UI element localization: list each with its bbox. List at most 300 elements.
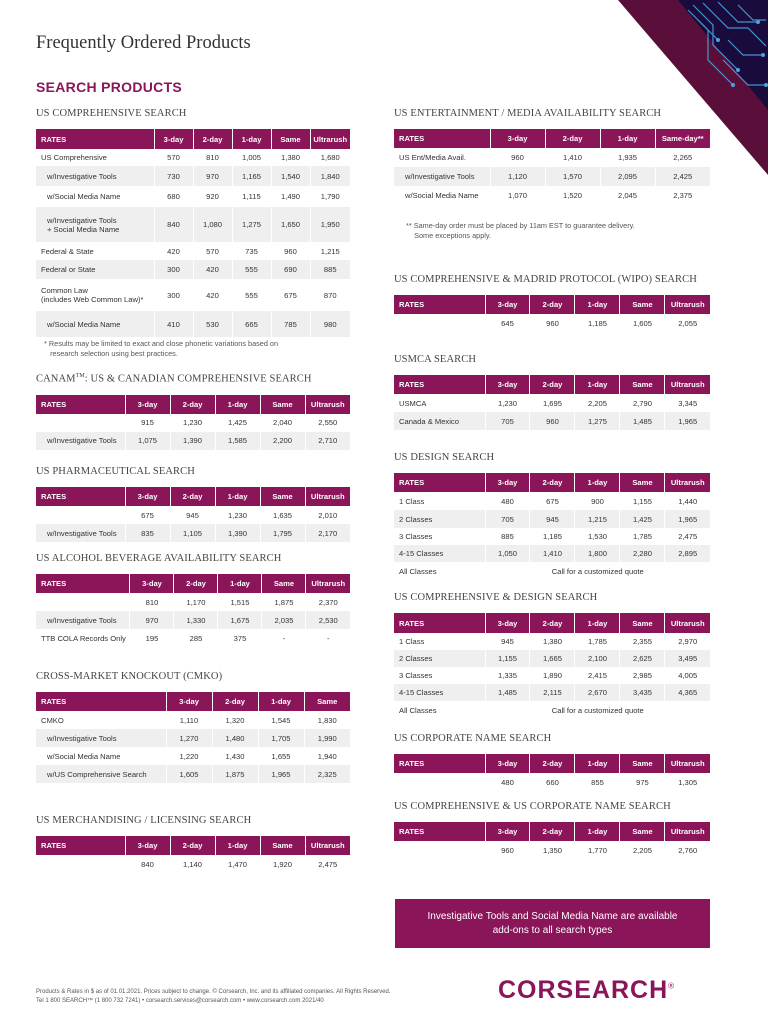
rates-table	[36, 836, 350, 874]
table-row	[36, 414, 350, 432]
speed-header: Same	[260, 487, 305, 506]
price-cell: 1,155	[485, 650, 530, 667]
speed-header: 3-day	[154, 129, 193, 149]
price-cell: 480	[485, 492, 530, 510]
table-row	[36, 747, 350, 765]
entertainment-media-search	[394, 108, 710, 205]
price-cell: 1,330	[174, 611, 218, 629]
speed-header: 3-day	[485, 375, 530, 394]
price-cell: 1,485	[485, 684, 530, 701]
table-row	[394, 684, 710, 701]
speed-header: 2-day	[530, 295, 575, 314]
price-cell: 960	[485, 841, 530, 860]
table-row	[394, 701, 710, 719]
price-cell: 4,005	[665, 667, 710, 684]
table-row	[394, 650, 710, 667]
speed-header: 2-day	[170, 836, 215, 855]
price-cell: 1,875	[262, 593, 306, 611]
table-header-row	[36, 129, 350, 149]
price-cell: 1,275	[232, 207, 271, 242]
price-cell: 2,790	[620, 394, 665, 412]
table-title: US COMPREHENSIVE SEARCH	[36, 108, 187, 119]
price-cell: 810	[130, 593, 174, 611]
price-cell: 855	[575, 773, 620, 792]
madrid-protocol-search	[394, 274, 710, 332]
table-header-row	[36, 574, 350, 593]
rates-header: RATES	[36, 129, 154, 149]
table-row	[36, 149, 350, 166]
rates-header: RATES	[36, 836, 125, 855]
table-title: US ENTERTAINMENT / MEDIA AVAILABILITY SEARCH	[394, 108, 662, 119]
price-cell: 1,165	[232, 166, 271, 186]
table-row	[36, 260, 350, 279]
price-cell: 1,380	[271, 149, 310, 166]
price-cell: 970	[130, 611, 174, 629]
rates-header: RATES	[394, 375, 485, 394]
price-cell: 1,800	[575, 545, 620, 562]
price-cell: 2,985	[620, 667, 665, 684]
price-cell: 2,475	[305, 855, 350, 874]
speed-header: 2-day	[170, 487, 215, 506]
price-cell: 1,350	[530, 841, 575, 860]
price-cell: 705	[485, 510, 530, 528]
rates-table	[394, 613, 710, 719]
price-cell: 2,625	[620, 650, 665, 667]
speed-header: 1-day	[575, 375, 620, 394]
us-design-search	[394, 452, 710, 580]
table-row	[36, 166, 350, 186]
price-cell: 1,215	[575, 510, 620, 528]
price-cell: 840	[125, 855, 170, 874]
price-cell: 980	[310, 311, 350, 337]
price-cell: 300	[154, 279, 193, 311]
price-cell: 1,605	[166, 765, 212, 783]
speed-header: 1-day	[575, 613, 620, 633]
price-cell: 840	[154, 207, 193, 242]
price-cell: 1,585	[215, 432, 260, 450]
speed-header: 3-day	[166, 692, 212, 711]
speed-header: Same	[271, 129, 310, 149]
price-cell: 1,875	[212, 765, 258, 783]
speed-header: 1-day	[258, 692, 304, 711]
price-cell: 975	[620, 773, 665, 792]
row-label	[36, 506, 125, 524]
price-cell: 885	[310, 260, 350, 279]
row-label	[394, 773, 485, 792]
row-label: w/Investigative Tools	[394, 167, 490, 186]
price-cell: 2,550	[305, 414, 350, 432]
speed-header: Same	[620, 295, 665, 314]
speed-header: Ultrarush	[665, 613, 710, 633]
rates-header: RATES	[36, 395, 125, 414]
speed-header: 1-day	[215, 395, 260, 414]
speed-header: 1-day	[575, 295, 620, 314]
price-cell: 2,475	[665, 528, 710, 545]
rates-header: RATES	[394, 129, 490, 148]
price-cell: 1,520	[545, 186, 600, 205]
price-cell: 1,320	[212, 711, 258, 729]
rates-table	[36, 129, 350, 337]
speed-header: 1-day	[600, 129, 655, 148]
price-cell: 555	[232, 279, 271, 311]
table-title: US COMPREHENSIVE & US CORPORATE NAME SEARCH	[394, 801, 671, 812]
corporate-name-search	[394, 733, 710, 792]
table-row	[36, 207, 350, 242]
price-cell: 1,220	[166, 747, 212, 765]
rates-table	[36, 574, 350, 647]
speed-header: Same	[260, 395, 305, 414]
table-header-row	[394, 613, 710, 633]
price-cell: 1,410	[545, 148, 600, 167]
price-cell: 2,040	[260, 414, 305, 432]
rates-header: RATES	[36, 692, 166, 711]
price-cell: 2,265	[655, 148, 710, 167]
price-cell: 1,270	[166, 729, 212, 747]
row-label	[36, 414, 125, 432]
table-title: US ALCOHOL BEVERAGE AVAILABILITY SEARCH	[36, 553, 282, 564]
speed-header: 2-day	[174, 574, 218, 593]
price-cell: 2,100	[575, 650, 620, 667]
speed-header: Same	[620, 375, 665, 394]
rates-table	[394, 375, 710, 430]
price-cell: 420	[193, 260, 232, 279]
price-cell: 1,680	[310, 149, 350, 166]
quote-message: Call for a customized quote	[485, 701, 710, 719]
price-cell: 1,155	[620, 492, 665, 510]
price-cell: 1,230	[170, 414, 215, 432]
price-cell: 885	[485, 528, 530, 545]
speed-header: 1-day	[575, 822, 620, 841]
table-row	[394, 562, 710, 580]
price-cell: 1,665	[530, 650, 575, 667]
price-cell: 1,110	[166, 711, 212, 729]
price-cell: 2,045	[600, 186, 655, 205]
price-cell: 375	[218, 629, 262, 647]
table-row	[36, 711, 350, 729]
table-header-row	[394, 295, 710, 314]
price-cell: 2,355	[620, 633, 665, 650]
price-cell: 195	[130, 629, 174, 647]
corsearch-logo: CORSEARCH®	[498, 976, 676, 1004]
speed-header: 1-day	[218, 574, 262, 593]
speed-header: Ultrarush	[665, 754, 710, 773]
price-cell: 675	[530, 492, 575, 510]
merchandising-search	[36, 815, 350, 874]
price-cell: 1,230	[215, 506, 260, 524]
price-cell: 1,830	[304, 711, 350, 729]
rates-table	[394, 754, 710, 792]
speed-header: Same	[620, 754, 665, 773]
table-title: US DESIGN SEARCH	[394, 452, 495, 463]
speed-header: 3-day	[485, 295, 530, 314]
price-cell: 705	[485, 412, 530, 430]
table-header-row	[36, 692, 350, 711]
price-cell: 1,785	[575, 633, 620, 650]
price-cell: 1,170	[174, 593, 218, 611]
speed-header: 2-day	[193, 129, 232, 149]
price-cell: 645	[485, 314, 530, 332]
price-cell: 1,540	[271, 166, 310, 186]
rates-header: RATES	[394, 613, 485, 633]
table-header-row	[394, 473, 710, 492]
cmko-search	[36, 671, 350, 783]
price-cell: 570	[193, 242, 232, 260]
speed-header: Ultrarush	[305, 487, 350, 506]
table-title: US COMPREHENSIVE & DESIGN SEARCH	[394, 592, 598, 603]
speed-header: Same	[260, 836, 305, 855]
price-cell: 900	[575, 492, 620, 510]
table-row	[36, 186, 350, 207]
price-cell: 960	[490, 148, 545, 167]
speed-header: 2-day	[530, 473, 575, 492]
price-cell: 1,785	[620, 528, 665, 545]
price-cell: 2,370	[306, 593, 350, 611]
price-cell: 945	[485, 633, 530, 650]
price-cell: 2,280	[620, 545, 665, 562]
rates-table	[394, 295, 710, 332]
price-cell: 4,365	[665, 684, 710, 701]
table-row	[36, 432, 350, 450]
price-cell: 3,495	[665, 650, 710, 667]
price-cell: 1,380	[530, 633, 575, 650]
table-header-row	[394, 375, 710, 394]
section-heading: SEARCH PRODUCTS	[36, 79, 183, 95]
price-cell: 300	[154, 260, 193, 279]
row-label: All Classes	[399, 705, 437, 715]
price-cell: 480	[485, 773, 530, 792]
table-row	[394, 412, 710, 430]
speed-header: Ultrarush	[665, 295, 710, 314]
price-cell: 1,005	[232, 149, 271, 166]
row-label: 1 Class	[399, 496, 425, 506]
price-cell: 2,895	[665, 545, 710, 562]
price-cell: 675	[125, 506, 170, 524]
price-cell: 1,655	[258, 747, 304, 765]
banner-line: Investigative Tools and Social Media Name are available	[427, 910, 678, 922]
price-cell: 1,650	[271, 207, 310, 242]
table-header-row	[394, 754, 710, 773]
price-cell: 1,390	[170, 432, 215, 450]
price-cell: 665	[232, 311, 271, 337]
price-cell: 1,705	[258, 729, 304, 747]
table-row	[394, 545, 710, 562]
rates-table	[36, 395, 350, 450]
price-cell: 555	[232, 260, 271, 279]
price-cell: 1,940	[304, 747, 350, 765]
banner-line: add-ons to all search types	[492, 924, 613, 936]
price-cell: 1,080	[193, 207, 232, 242]
table-title: US CORPORATE NAME SEARCH	[394, 733, 552, 744]
price-cell: 1,965	[665, 510, 710, 528]
alcohol-beverage-search	[36, 553, 350, 647]
table-title: USMCA SEARCH	[394, 354, 477, 365]
price-cell: 2,415	[575, 667, 620, 684]
row-label: w/Investigative Tools	[36, 611, 130, 629]
price-cell: 915	[125, 414, 170, 432]
speed-header: 3-day	[485, 754, 530, 773]
row-label	[394, 314, 485, 332]
price-cell: 1,485	[620, 412, 665, 430]
price-cell: 1,965	[258, 765, 304, 783]
price-cell: 2,095	[600, 167, 655, 186]
speed-header: 3-day	[130, 574, 174, 593]
rates-header: RATES	[394, 295, 485, 314]
price-cell: 2,710	[305, 432, 350, 450]
price-cell: 835	[125, 524, 170, 542]
price-cell: 1,795	[260, 524, 305, 542]
speed-header: Ultrarush	[665, 473, 710, 492]
speed-header: 3-day	[125, 836, 170, 855]
price-cell: 1,075	[125, 432, 170, 450]
price-cell: 2,115	[530, 684, 575, 701]
price-cell: 1,120	[490, 167, 545, 186]
speed-header: 1-day	[232, 129, 271, 149]
speed-header: Same	[620, 473, 665, 492]
price-cell: 2,530	[306, 611, 350, 629]
table-row	[394, 667, 710, 684]
price-cell: 1,605	[620, 314, 665, 332]
row-label: US Comprehensive	[41, 153, 107, 162]
price-cell: 1,920	[260, 855, 305, 874]
speed-header: 2-day	[212, 692, 258, 711]
price-cell: 945	[530, 510, 575, 528]
price-cell: 2,760	[665, 841, 710, 860]
price-cell: 2,425	[655, 167, 710, 186]
table-row	[394, 773, 710, 792]
price-cell: 945	[170, 506, 215, 524]
row-label: 4-15 Classes	[394, 684, 485, 701]
table-header-row	[394, 822, 710, 841]
row-label: 2 Classes	[394, 510, 485, 528]
price-cell: 1,215	[310, 242, 350, 260]
price-cell: 2,670	[575, 684, 620, 701]
price-cell: 960	[271, 242, 310, 260]
row-label: w/Investigative Tools	[36, 432, 125, 450]
price-cell: 1,305	[665, 773, 710, 792]
row-label: Federal & State	[41, 246, 94, 256]
rates-table	[394, 129, 710, 205]
price-cell: 530	[193, 311, 232, 337]
table-row	[394, 633, 710, 650]
price-cell: 735	[232, 242, 271, 260]
speed-header: 1-day	[215, 487, 260, 506]
row-label: w/Investigative Tools	[36, 166, 154, 186]
price-cell: 1,990	[304, 729, 350, 747]
us-comprehensive-search	[36, 108, 350, 337]
row-label	[36, 593, 130, 611]
table-row	[394, 314, 710, 332]
price-cell: 1,770	[575, 841, 620, 860]
row-label: USMCA	[399, 398, 427, 408]
speed-header: 3-day	[485, 473, 530, 492]
table-row	[36, 593, 350, 611]
table-row	[36, 242, 350, 260]
row-label: 3 Classes	[399, 671, 433, 680]
price-cell: 2,055	[665, 314, 710, 332]
speed-header: Ultrarush	[310, 129, 350, 149]
price-cell: 960	[530, 314, 575, 332]
speed-header: Ultrarush	[306, 574, 350, 593]
price-cell: -	[262, 629, 306, 647]
price-cell: 1,515	[218, 593, 262, 611]
speed-header: 1-day	[215, 836, 260, 855]
price-cell: 2,325	[304, 765, 350, 783]
quote-message: Call for a customized quote	[485, 562, 710, 580]
price-cell: 1,470	[215, 855, 260, 874]
table-row	[36, 629, 350, 647]
price-cell: 960	[530, 412, 575, 430]
price-cell: 2,375	[655, 186, 710, 205]
table-row	[36, 729, 350, 747]
footer-contact: Tel 1 800 SEARCH™ (1 800 732 7241) • corsearch.services@corsearch.com • www.corsearch.com 2021/40	[36, 997, 324, 1004]
price-cell: 1,050	[485, 545, 530, 562]
speed-header: 2-day	[170, 395, 215, 414]
speed-header: 2-day	[530, 375, 575, 394]
speed-header: 1-day	[575, 473, 620, 492]
price-cell: 1,790	[310, 186, 350, 207]
speed-header: 3-day	[125, 395, 170, 414]
price-cell: 2,200	[260, 432, 305, 450]
table-header-row	[394, 129, 710, 148]
price-cell: 1,490	[271, 186, 310, 207]
price-cell: 690	[271, 260, 310, 279]
speed-header: Same	[262, 574, 306, 593]
price-cell: 870	[310, 279, 350, 311]
price-cell: 675	[271, 279, 310, 311]
row-label	[36, 855, 125, 874]
table-row	[36, 524, 350, 542]
table-title: CROSS-MARKET KNOCKOUT (CMKO)	[36, 671, 223, 682]
price-cell: 1,440	[665, 492, 710, 510]
price-cell: 1,840	[310, 166, 350, 186]
price-cell: 1,480	[212, 729, 258, 747]
price-cell: 1,425	[215, 414, 260, 432]
table-title: US COMPREHENSIVE & MADRID PROTOCOL (WIPO) SEARCH	[394, 274, 697, 285]
row-label: Federal or State	[36, 260, 154, 279]
table-row	[394, 528, 710, 545]
pharmaceutical-search	[36, 466, 350, 542]
row-label: 4-15 Classes	[394, 545, 485, 562]
price-cell: 2,010	[305, 506, 350, 524]
price-cell: 730	[154, 166, 193, 186]
table-row	[36, 311, 350, 337]
speed-header: 1-day	[575, 754, 620, 773]
price-cell: 410	[154, 311, 193, 337]
price-cell: 1,430	[212, 747, 258, 765]
table-title: US PHARMACEUTICAL SEARCH	[36, 466, 195, 477]
row-label: w/Investigative Tools	[36, 524, 125, 542]
rates-table	[394, 822, 710, 860]
row-label: w/Investigative Tools	[36, 729, 166, 747]
speed-header: 3-day	[485, 613, 530, 633]
rates-header: RATES	[36, 487, 125, 506]
price-cell: 1,935	[600, 148, 655, 167]
rates-header: RATES	[394, 754, 485, 773]
row-label: w/Social Media Name	[47, 192, 121, 201]
speed-header: 3-day	[125, 487, 170, 506]
price-cell: 1,530	[575, 528, 620, 545]
page-title: Frequently Ordered Products	[36, 33, 251, 53]
price-cell: 1,335	[485, 667, 530, 684]
speed-header: Ultrarush	[665, 375, 710, 394]
table-header-row	[36, 836, 350, 855]
price-cell: 285	[174, 629, 218, 647]
footer-legal: Products & Rates in $ as of 01.01.2021. Prices subject to change. © Corsearch, Inc. and its affiliated companies. All Rights Reserved.	[36, 989, 391, 995]
table-header-row	[36, 395, 350, 414]
add-ons-banner	[395, 899, 710, 948]
price-cell: 1,950	[310, 207, 350, 242]
price-cell: 785	[271, 311, 310, 337]
